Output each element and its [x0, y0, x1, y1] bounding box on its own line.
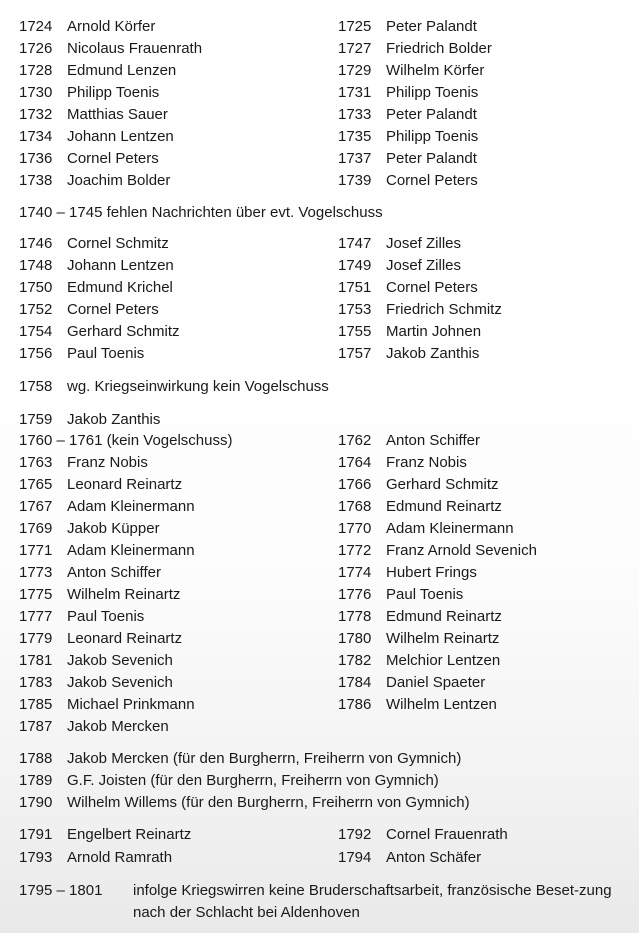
name: Daniel Spaeter: [386, 674, 486, 691]
list-row: [0, 825, 639, 845]
year: 1791: [19, 826, 53, 843]
year: 1749: [338, 257, 372, 274]
year: 1759: [19, 411, 53, 428]
year: 1773: [19, 564, 53, 581]
note-row: [0, 203, 639, 223]
year: 1739: [338, 172, 372, 189]
name: Cornel Peters: [67, 301, 159, 318]
year: 1783: [19, 674, 53, 691]
list-row: [0, 793, 639, 813]
year: 1786: [338, 696, 372, 713]
year: 1726: [19, 40, 53, 57]
list-row: [0, 629, 639, 649]
list-row: [0, 519, 639, 539]
list-row: [0, 234, 639, 254]
year: 1728: [19, 62, 53, 79]
year: 1769: [19, 520, 53, 537]
year: 1725: [338, 18, 372, 35]
list-row: [0, 848, 639, 868]
list-row: [0, 497, 639, 517]
list-row: [0, 771, 639, 791]
year: 1750: [19, 279, 53, 296]
list-row: [0, 344, 639, 364]
year: 1768: [338, 498, 372, 515]
note-row: [0, 377, 639, 397]
name: Paul Toenis: [386, 586, 464, 603]
year: 1757: [338, 345, 372, 362]
list-row: [0, 410, 639, 430]
name: Cornel Peters: [386, 279, 478, 296]
name: Anton Schiffer: [67, 564, 161, 581]
name: Franz Arnold Sevenich: [386, 542, 537, 559]
name: Edmund Reinartz: [386, 498, 502, 515]
year: 1792: [338, 826, 372, 843]
note-text: wg. Kriegseinwirkung kein Vogelschuss: [67, 378, 329, 395]
list-row: [0, 127, 639, 147]
year: 1784: [338, 674, 372, 691]
list-row: [0, 585, 639, 605]
final-note-text: infolge Kriegswirren keine Bruderschaftsarbeit, französische Beset-zung nach der Schlacht bei Aldenhoven: [133, 882, 612, 921]
name: Matthias Sauer: [67, 106, 168, 123]
name: Adam Kleinermann: [67, 542, 195, 559]
year: 1747: [338, 235, 372, 252]
list-row: [0, 83, 639, 103]
year: 1771: [19, 542, 53, 559]
name: Paul Toenis: [67, 608, 145, 625]
name: Wilhelm Lentzen: [386, 696, 497, 713]
year: 1736: [19, 150, 53, 167]
list-row: [0, 563, 639, 583]
list-row: [0, 300, 639, 320]
name: Arnold Körfer: [67, 18, 156, 35]
year: 1785: [19, 696, 53, 713]
name: Michael Prinkmann: [67, 696, 195, 713]
year: 1737: [338, 150, 372, 167]
year: 1770: [338, 520, 372, 537]
list-row: [0, 278, 639, 298]
year: 1758: [19, 378, 53, 395]
name: Leonard Reinartz: [67, 476, 183, 493]
list-row: [0, 39, 639, 59]
year: 1762: [338, 432, 372, 449]
year: 1778: [338, 608, 372, 625]
name: Friedrich Schmitz: [386, 301, 502, 318]
year: 1732: [19, 106, 53, 123]
list-row: [0, 541, 639, 561]
year: 1756: [19, 345, 53, 362]
entry-text: Wilhelm Willems (für den Burgherrn, Freiherrn von Gymnich): [67, 794, 470, 811]
list-row: [0, 105, 639, 125]
name: Paul Toenis: [67, 345, 145, 362]
name: Edmund Reinartz: [386, 608, 502, 625]
name: Arnold Ramrath: [67, 849, 173, 866]
year: 1774: [338, 564, 372, 581]
year: 1727: [338, 40, 372, 57]
name: Johann Lentzen: [67, 257, 174, 274]
year: 1730: [19, 84, 53, 101]
list-row: [0, 171, 639, 191]
note-text: 1740 – 1745 fehlen Nachrichten über evt. Vogelschuss: [19, 204, 383, 221]
name: Hubert Frings: [386, 564, 477, 581]
name: Josef Zilles: [386, 235, 462, 252]
name: Franz Nobis: [386, 454, 467, 471]
year: 1787: [19, 718, 53, 735]
year: 1789: [19, 772, 53, 789]
name: Anton Schiffer: [386, 432, 480, 449]
name: Peter Palandt: [386, 18, 477, 35]
name: Cornel Peters: [67, 150, 159, 167]
list-row: [0, 651, 639, 671]
name: Peter Palandt: [386, 150, 477, 167]
name: Jakob Sevenich: [67, 674, 173, 691]
year: 1781: [19, 652, 53, 669]
year: 1772: [338, 542, 372, 559]
name: Cornel Schmitz: [67, 235, 169, 252]
name: Philipp Toenis: [67, 84, 160, 101]
year: 1793: [19, 849, 53, 866]
list-row: [0, 749, 639, 769]
list-row: [0, 475, 639, 495]
name: Edmund Krichel: [67, 279, 173, 296]
list-row: [0, 61, 639, 81]
year: 1763: [19, 454, 53, 471]
list-row: [0, 607, 639, 627]
year: 1748: [19, 257, 53, 274]
list-row: [0, 17, 639, 37]
year: 1735: [338, 128, 372, 145]
year: 1731: [338, 84, 372, 101]
list-row: [0, 149, 639, 169]
name: Melchior Lentzen: [386, 652, 501, 669]
year: 1751: [338, 279, 372, 296]
list-row: [0, 431, 639, 451]
year: 1753: [338, 301, 372, 318]
name: Peter Palandt: [386, 106, 477, 123]
list-row: [0, 717, 639, 737]
name: Jakob Sevenich: [67, 652, 173, 669]
year: 1729: [338, 62, 372, 79]
list-row: [0, 453, 639, 473]
entry-text: Jakob Mercken (für den Burgherrn, Freiherrn von Gymnich): [67, 750, 462, 767]
year: 1746: [19, 235, 53, 252]
year: 1794: [338, 849, 372, 866]
entry-text: G.F. Joisten (für den Burgherrn, Freiherrn von Gymnich): [67, 772, 439, 789]
year: 1738: [19, 172, 53, 189]
year: 1777: [19, 608, 53, 625]
year: 1788: [19, 750, 53, 767]
name: Joachim Bolder: [67, 172, 171, 189]
name: Philipp Toenis: [386, 84, 479, 101]
name: Jakob Küpper: [67, 520, 160, 537]
name: Cornel Peters: [386, 172, 478, 189]
name: Martin Johnen: [386, 323, 482, 340]
year: 1754: [19, 323, 53, 340]
name: Philipp Toenis: [386, 128, 479, 145]
name: Jakob Zanthis: [386, 345, 480, 362]
year: 1752: [19, 301, 53, 318]
name: Wilhelm Reinartz: [386, 630, 500, 647]
year: 1767: [19, 498, 53, 515]
name: Gerhard Schmitz: [386, 476, 499, 493]
list-row: [0, 322, 639, 342]
year: 1780: [338, 630, 372, 647]
name: Adam Kleinermann: [67, 498, 195, 515]
name: Franz Nobis: [67, 454, 148, 471]
year: 1776: [338, 586, 372, 603]
list-row: [0, 673, 639, 693]
year: 1755: [338, 323, 372, 340]
year: 1765: [19, 476, 53, 493]
name: Edmund Lenzen: [67, 62, 177, 79]
note-text: 1760 – 1761 (kein Vogelschuss): [19, 432, 233, 449]
name: Engelbert Reinartz: [67, 826, 192, 843]
year: 1779: [19, 630, 53, 647]
year: 1724: [19, 18, 53, 35]
year: 1782: [338, 652, 372, 669]
name: Adam Kleinermann: [386, 520, 514, 537]
list-row: [0, 695, 639, 715]
name: Jakob Mercken: [67, 718, 169, 735]
name: Nicolaus Frauenrath: [67, 40, 203, 57]
year: 1764: [338, 454, 372, 471]
name: Jakob Zanthis: [67, 411, 161, 428]
year: 1790: [19, 794, 53, 811]
name: Friedrich Bolder: [386, 40, 492, 57]
year: 1734: [19, 128, 53, 145]
name: Wilhelm Reinartz: [67, 586, 181, 603]
name: Johann Lentzen: [67, 128, 174, 145]
name: Anton Schäfer: [386, 849, 482, 866]
name: Josef Zilles: [386, 257, 462, 274]
year: 1775: [19, 586, 53, 603]
name: Gerhard Schmitz: [67, 323, 180, 340]
name: Wilhelm Körfer: [386, 62, 485, 79]
year: 1766: [338, 476, 372, 493]
year-range: 1795 – 1801: [19, 882, 103, 899]
name: Leonard Reinartz: [67, 630, 183, 647]
name: Cornel Frauenrath: [386, 826, 508, 843]
list-row: [0, 256, 639, 276]
year: 1733: [338, 106, 372, 123]
